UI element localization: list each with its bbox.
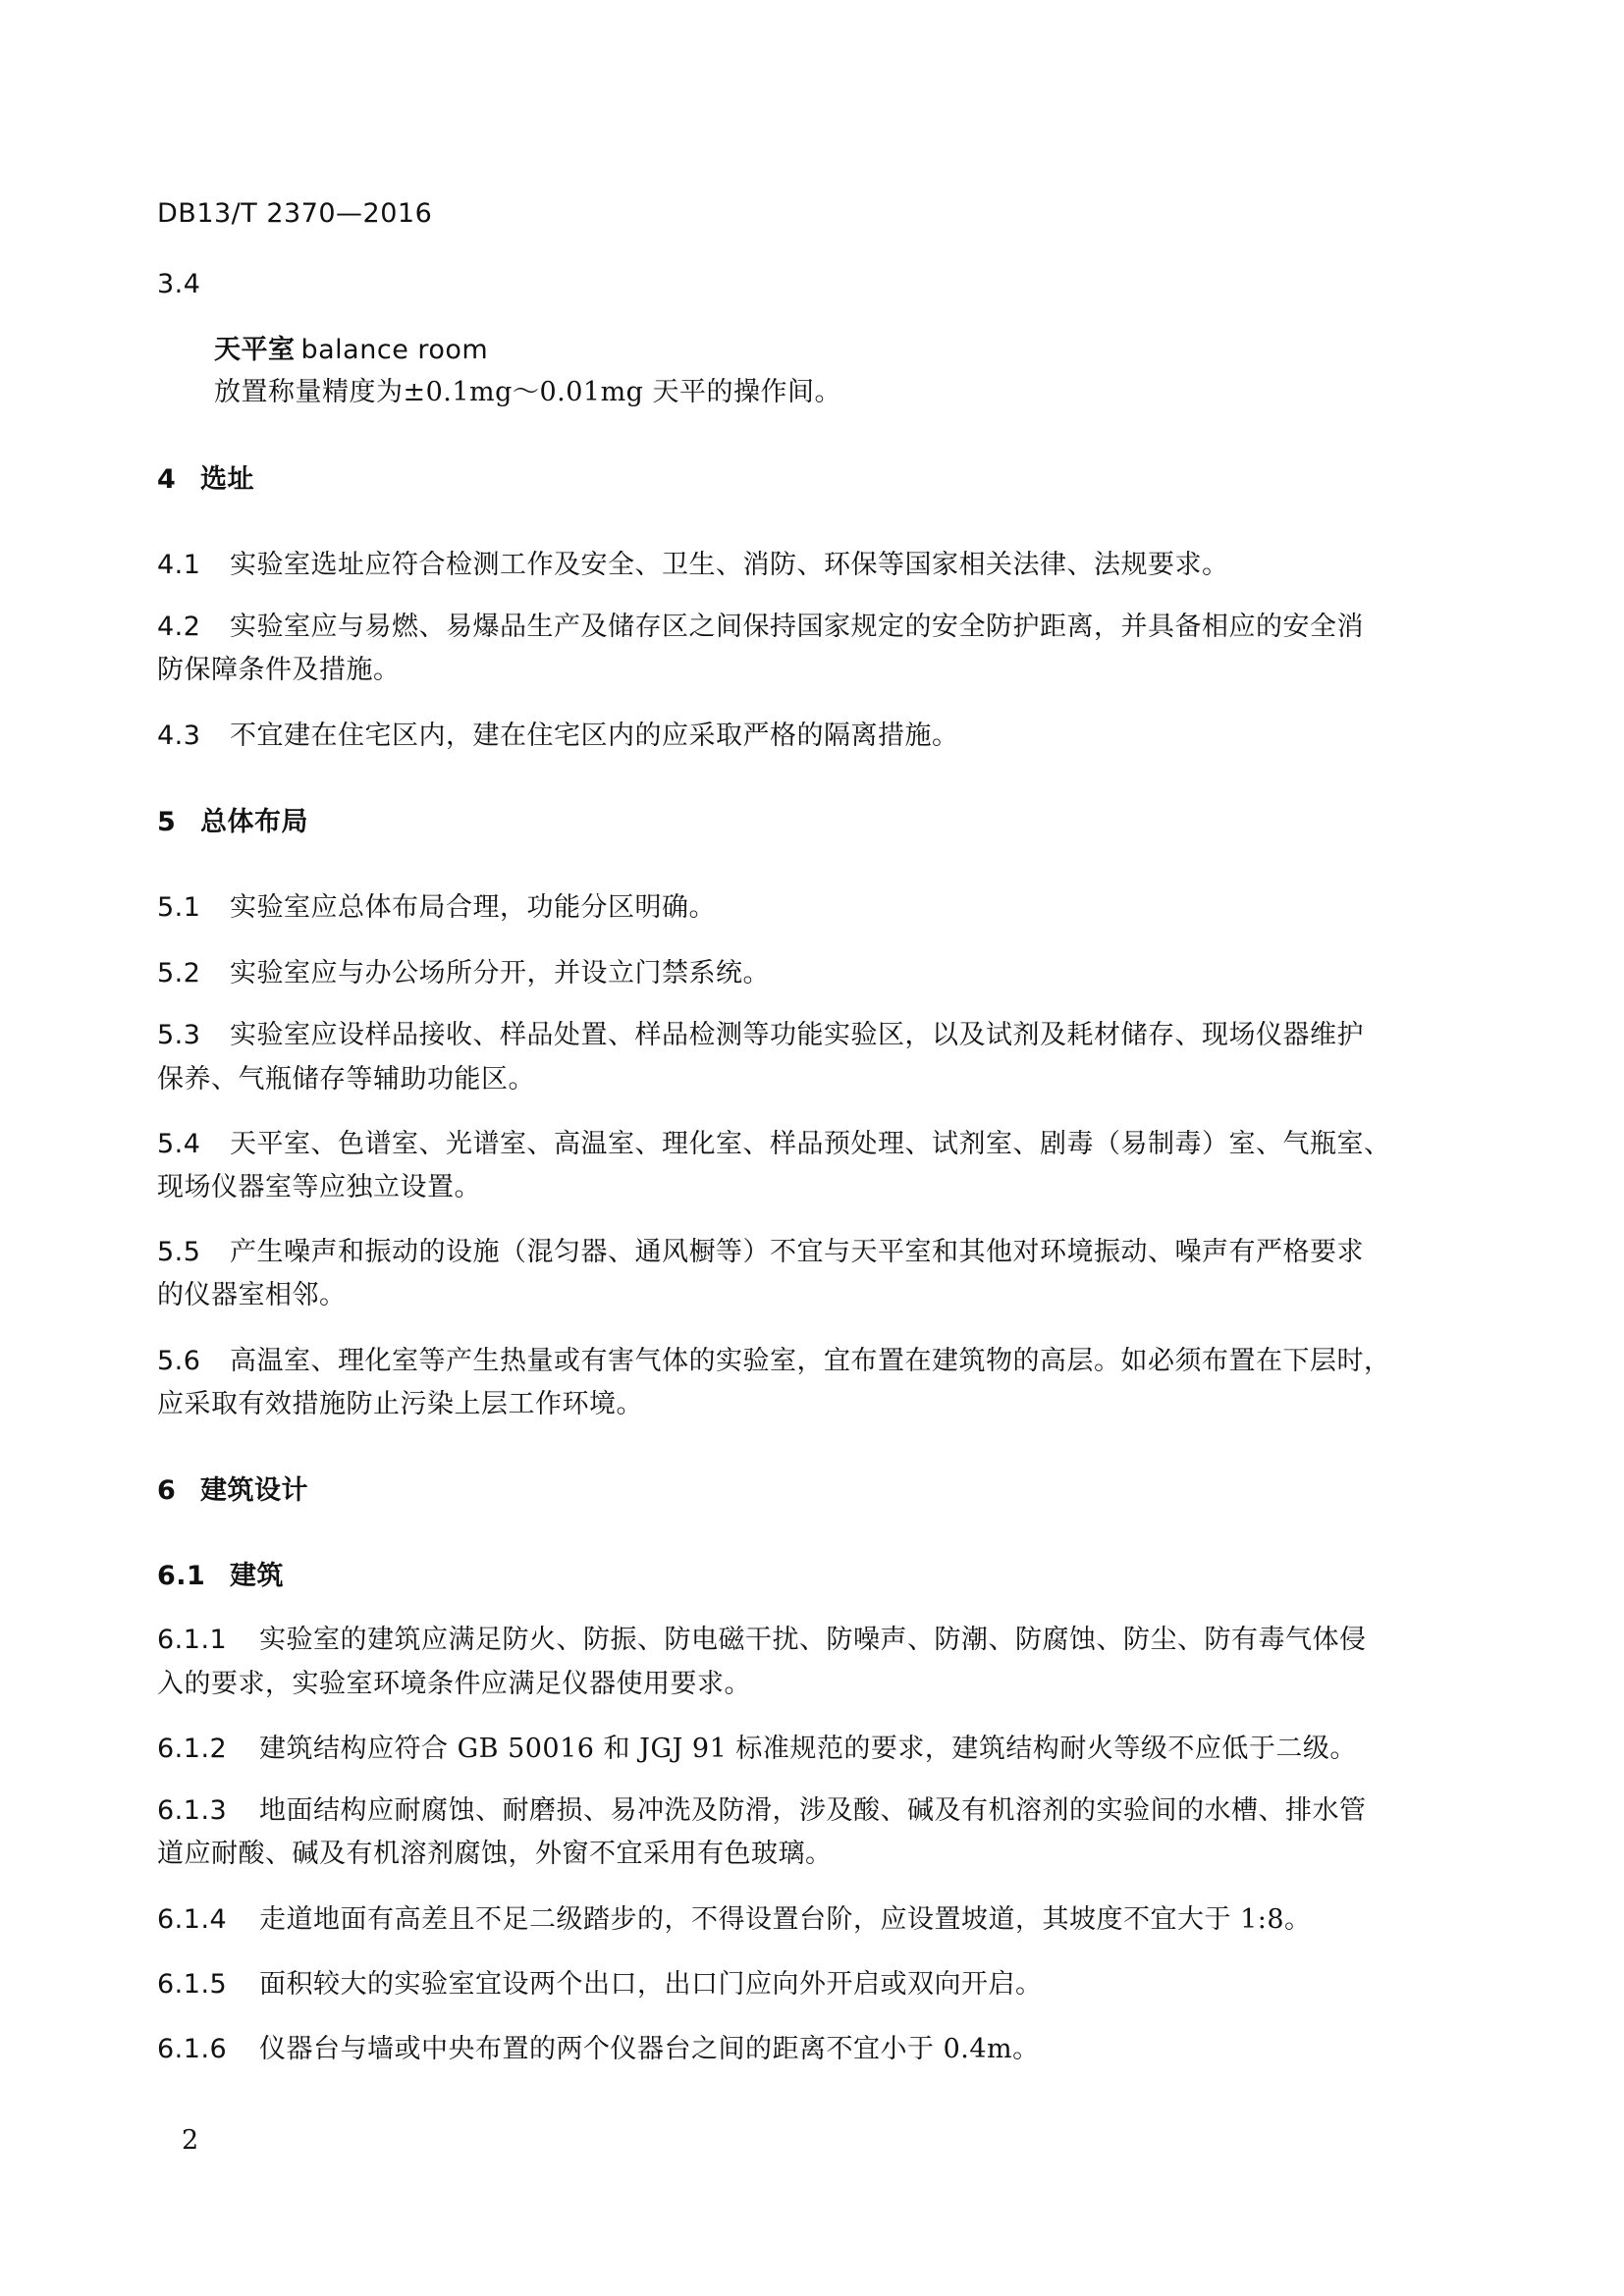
clause-4-1: 4.1 实验室选址应符合检测工作及安全、卫生、消防、环保等国家相关法律、法规要求。	[157, 550, 1229, 580]
clause-5-5: 5.5 产生噪声和振动的设施（混匀器、通风橱等）不宜与天平室和其他对环境振动、噪声有严格要求	[157, 1237, 1364, 1267]
heading-5-title: 总体布局	[200, 807, 308, 837]
standard-number: DB13/T 2370—2016	[157, 198, 433, 229]
clause-6-1-3: 6.1.3 地面结构应耐腐蚀、耐磨损、易冲洗及防滑，涉及酸、碱及有机溶剂的实验间的水槽、排水管	[157, 1795, 1367, 1826]
heading-5: 5 总体布局	[157, 807, 308, 837]
clause-5-3-cont: 保养、气瓶储存等辅助功能区。	[157, 1064, 535, 1095]
heading-6-title: 建筑设计	[200, 1475, 308, 1506]
clause-5-4-cont: 现场仪器室等应独立设置。	[157, 1172, 481, 1202]
clause-5-4: 5.4 天平室、色谱室、光谱室、高温室、理化室、样品预处理、试剂室、剧毒（易制毒）室、气瓶室、	[157, 1129, 1391, 1159]
term-cn: 天平室	[214, 335, 296, 365]
clause-6-1-2: 6.1.2 建筑结构应符合 GB 50016 和 JGJ 91 标准规范的要求，建筑结构耐火等级不应低于二级。	[157, 1734, 1357, 1764]
heading-4-title: 选址	[200, 464, 254, 495]
clause-4-2-cont: 防保障条件及措施。	[157, 655, 401, 685]
clause-6-1-1: 6.1.1 实验室的建筑应满足防火、防振、防电磁干扰、防噪声、防潮、防腐蚀、防尘、防有毒气体侵	[157, 1625, 1367, 1655]
heading-6-1-title: 建筑	[230, 1561, 284, 1591]
clause-4-2: 4.2 实验室应与易燃、易爆品生产及储存区之间保持国家规定的安全防护距离，并具备相应的安全消	[157, 612, 1364, 642]
page-number: 2	[182, 2125, 199, 2156]
heading-6: 6 建筑设计	[157, 1475, 308, 1506]
clause-5-6-cont: 应采取有效措施防止污染上层工作环境。	[157, 1389, 643, 1419]
clause-5-5-cont: 的仪器室相邻。	[157, 1280, 347, 1310]
clause-5-6: 5.6 高温室、理化室等产生热量或有害气体的实验室，宜布置在建筑物的高层。如必须布置在下层时，	[157, 1346, 1391, 1376]
heading-6-1: 6.1 建筑	[157, 1561, 284, 1591]
clause-6-1-6: 6.1.6 仪器台与墙或中央布置的两个仪器台之间的距离不宜小于 0.4m。	[157, 2034, 1040, 2064]
clause-6-1-4: 6.1.4 走道地面有高差且不足二级踏步的，不得设置台阶，应设置坡道，其坡度不宜大于 1:8。	[157, 1904, 1312, 1935]
clause-6-1-3-cont: 道应耐酸、碱及有机溶剂腐蚀，外窗不宜采用有色玻璃。	[157, 1839, 833, 1869]
clause-4-3: 4.3 不宜建在住宅区内，建在住宅区内的应采取严格的隔离措施。	[157, 721, 959, 751]
term-definition: 放置称量精度为±0.1mg～0.01mg 天平的操作间。	[214, 377, 842, 407]
term-en: balance room	[300, 335, 489, 365]
term-entry	[214, 332, 488, 369]
clause-5-1: 5.1 实验室应总体布局合理，功能分区明确。	[157, 892, 716, 923]
clause-5-2: 5.2 实验室应与办公场所分开，并设立门禁系统。	[157, 958, 770, 988]
clause-6-1-5: 6.1.5 面积较大的实验室宜设两个出口，出口门应向外开启或双向开启。	[157, 1969, 1043, 2000]
clause-5-3: 5.3 实验室应设样品接收、样品处置、样品检测等功能实验区，以及试剂及耗材储存、现场仪器维护	[157, 1020, 1364, 1050]
clause-6-1-1-cont: 入的要求，实验室环境条件应满足仪器使用要求。	[157, 1669, 751, 1699]
clause-number-3-4: 3.4	[157, 269, 201, 299]
heading-4: 4 选址	[157, 464, 254, 495]
